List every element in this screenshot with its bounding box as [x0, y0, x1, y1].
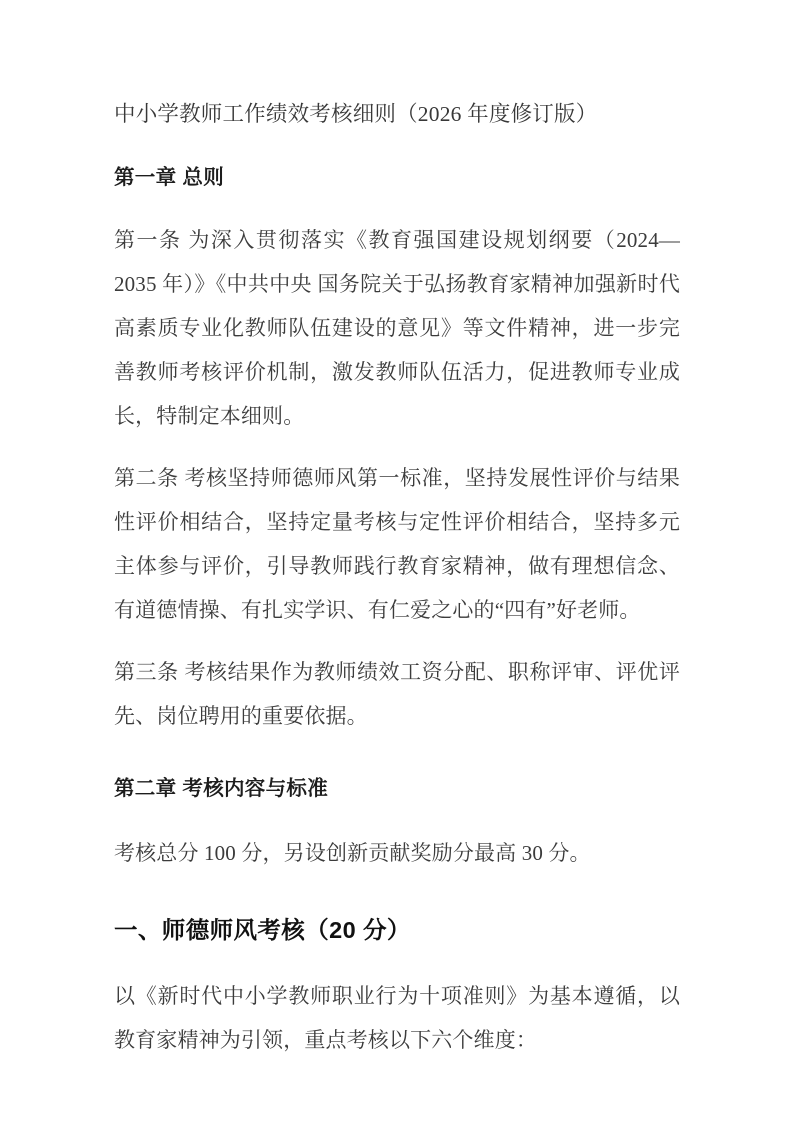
article-one-paragraph: 第一条 为深入贯彻落实《教育强国建设规划纲要（2024—2035 年）》《中共中央 国务院关于弘扬教育家精神加强新时代高素质专业化教师队伍建设的意见》等文件精神，进一步完善教师考核评价机制，激发教师队伍活力，促进教师专业成长，特制定本细则。 [114, 228, 680, 428]
document-body [114, 92, 680, 1062]
scoring-summary-paragraph: 考核总分 100 分，另设创新贡献奖励分最高 30 分。 [114, 841, 591, 865]
document-title: 中小学教师工作绩效考核细则（2026 年度修订版） [114, 102, 598, 126]
chapter-two-heading: 第二章 考核内容与标准 [114, 777, 328, 800]
article-three-paragraph: 第三条 考核结果作为教师绩效工资分配、职称评审、评优评先、岗位聘用的重要依据。 [114, 660, 680, 728]
section-one-intro-paragraph: 以《新时代中小学教师职业行为十项准则》为基本遵循，以教育家精神为引领，重点考核以下六个维度： [114, 984, 680, 1052]
article-two-paragraph: 第二条 考核坚持师德师风第一标准，坚持发展性评价与结果性评价相结合，坚持定量考核与定性评价相结合，坚持多元主体参与评价，引导教师践行教育家精神，做有理想信念、有道德情操、有扎实学识、有仁爱之心的“四有”好老师。 [114, 466, 680, 622]
section-one-heading: 一、师德师风考核（20 分） [114, 917, 411, 943]
chapter-one-heading: 第一章 总则 [114, 166, 224, 189]
